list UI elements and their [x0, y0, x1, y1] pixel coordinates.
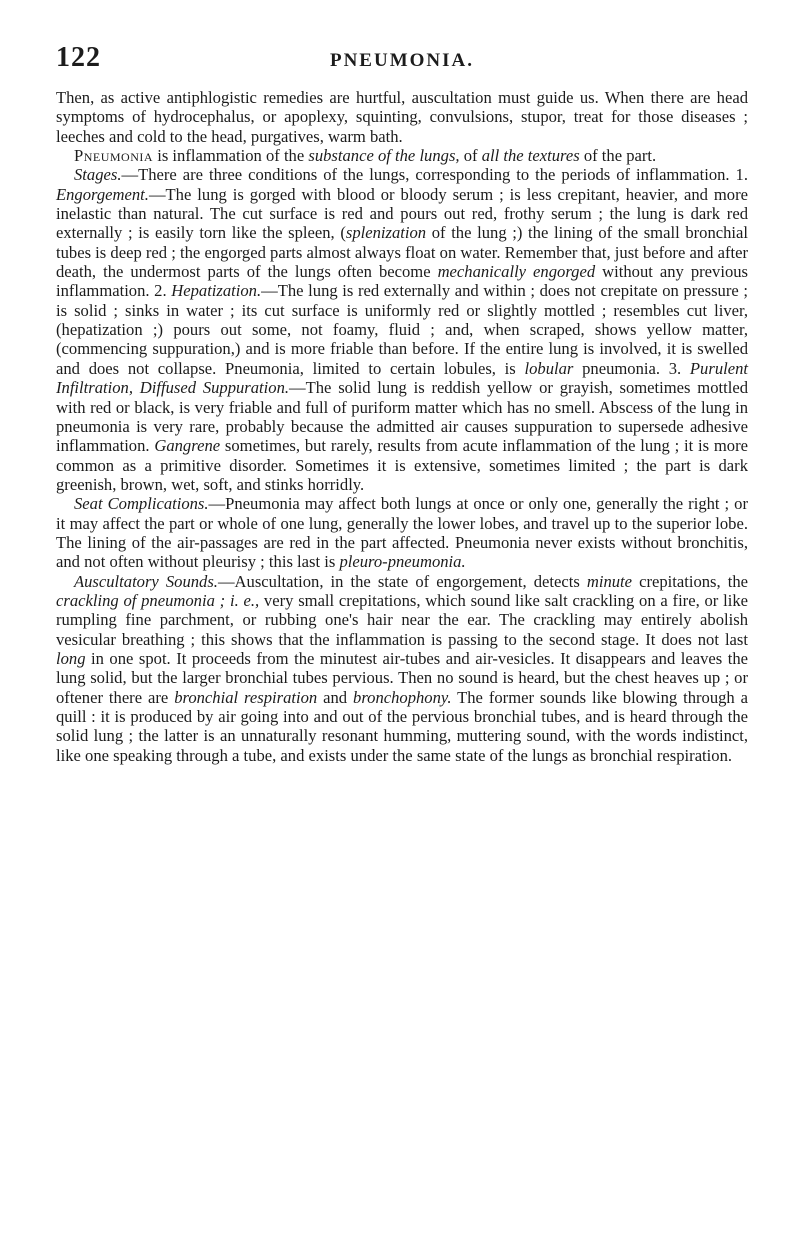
emphasis: long [56, 648, 86, 668]
paragraph-stages [56, 165, 748, 494]
emphasis: Hepatization. [171, 281, 262, 301]
emphasis: minute [586, 571, 633, 591]
section-heading-seat: Seat Complications. [74, 494, 209, 514]
paragraph-text: Then, as active antiphlogistic remedies are hurtful, auscultation must guide us. When there are head symptoms of hydrocephalus, or apoplexy, squinting, convulsions, stupor, treat for those diseases ; leeches and cold to the head, purgatives, warm bath. [56, 88, 748, 146]
emphasis: bronchophony. [353, 687, 452, 707]
text-run: —Auscultation, in the state of engorgement, detects [217, 571, 587, 591]
emphasis: bronchial respiration [174, 687, 318, 707]
text-run: is inflammation of the [153, 146, 309, 166]
paragraph-auscultatory-sounds [56, 572, 748, 765]
text-run: sometimes, but rarely, results from acute inflammation of the lung ; it is more common as a primitive disorder. Sometimes it is extensive, sometimes limited ; the part is dark greenish, brown, wet, soft, and stinks horridly. [56, 436, 748, 494]
emphasis: Gangrene [154, 436, 221, 456]
body-text [56, 88, 748, 765]
text-run: of [459, 146, 482, 166]
paragraph-definition [56, 146, 748, 165]
paragraph-seat-complications [56, 494, 748, 571]
emphasis: pleuro-pneumonia. [339, 552, 466, 572]
emphasis: splenization [345, 223, 427, 243]
text-run: crepitations, the [632, 571, 748, 591]
text-run: The former sounds like blowing through a quill : it is produced by air going into and out of the pervious bronchial tubes, and is heard through the solid lung ; the latter is an unnaturally resonant humming, muttering sound, with the words indistinct, like one speaking through a tube, and exists under the same state of the lungs as bronchial respiration. [56, 687, 749, 765]
running-head [56, 42, 748, 82]
text-run: —The lung is gorged with blood or bloody serum ; is less crepitant, heavier, and more inelastic than natural. The cut surface is red and pours out red, frothy serum ; the lung is dark red externally ; is easily torn like the spleen, ( [56, 184, 748, 243]
text-run: of the lung ;) the lining of the small bronchial tubes is deep red ; the engorged parts almost always float on water. Remember that, just before and after death, the undermost parts of the lungs often become [56, 223, 748, 282]
text-run: pneumonia. 3. [573, 358, 690, 378]
text-run: of the part. [579, 146, 657, 166]
running-title: PNEUMONIA. [329, 50, 475, 71]
text-run: without any previous inflammation. 2. [56, 262, 748, 301]
text-run: in one spot. It proceeds from the minutest air-tubes and air-vesicles. It disappears and leaves the lung solid, but the larger bronchial tubes pervious. Then no sound is heard, but the chest heaves up ; or oftener there are [56, 648, 748, 707]
text-run: and [317, 687, 354, 707]
text-run: —Pneumonia may affect both lungs at once or only one, generally the right ; or it may affect the part or whole of one lung, generally the lower lobes, and travel up to the superior lobe. The lining of the air-passages are red in the part affected. Pneumonia never exists without bronchitis, and not often without pleurisy ; this last is [56, 494, 748, 572]
emphasis: crackling of pneumonia ; i. e., [56, 590, 260, 610]
text-run: —The lung is red externally and within ; does not crepitate on pressure ; is solid ; sinks in water ; its cut surface is uniformly red or slightly mottled ; resembles cut liver, (hepatization ;) pours out some, not foamy, fluid ; and, when scraped, shows yellow matter, (commencing suppuration,) and is more friable than before. If the entire lung is involved, it is swelled and does not collapse. Pneumonia, limited to certain lobules, is [56, 281, 748, 378]
paragraph-treatment [56, 88, 748, 146]
emphasis: Engorgement. [56, 184, 149, 204]
term-pneumonia: Pneumonia [74, 146, 154, 166]
text-run: —There are three conditions of the lungs, corresponding to the periods of inflammation. 1. [121, 165, 748, 185]
page-number: 122 [56, 42, 101, 73]
section-heading-auscultatory: Auscultatory Sounds. [74, 571, 218, 591]
text-run: very small crepitations, which sound like salt crackling on a fire, or like rumpling fine parchment, or rubbing one's hair near the ear. The crackling may entirely abolish vesicular breathing ; this shows that the inflammation is passing to the second stage. It does not last [56, 590, 748, 649]
emphasis: Purulent Infiltration, Diffused Suppuration. [56, 358, 748, 398]
emphasis: all the textures [481, 146, 580, 166]
emphasis: substance of the lungs, [308, 146, 460, 166]
emphasis: lobular [524, 358, 574, 378]
section-heading-stages: Stages. [74, 165, 122, 185]
emphasis: mechanically engorged [437, 262, 596, 282]
text-run: —The solid lung is reddish yellow or grayish, sometimes mottled with red or black, is very friable and full of puriform matter which has no smell. Abscess of the lung in pneumonia is very rare, probably because the admitted air causes suppuration to supersede adhesive inflammation. [56, 378, 749, 456]
